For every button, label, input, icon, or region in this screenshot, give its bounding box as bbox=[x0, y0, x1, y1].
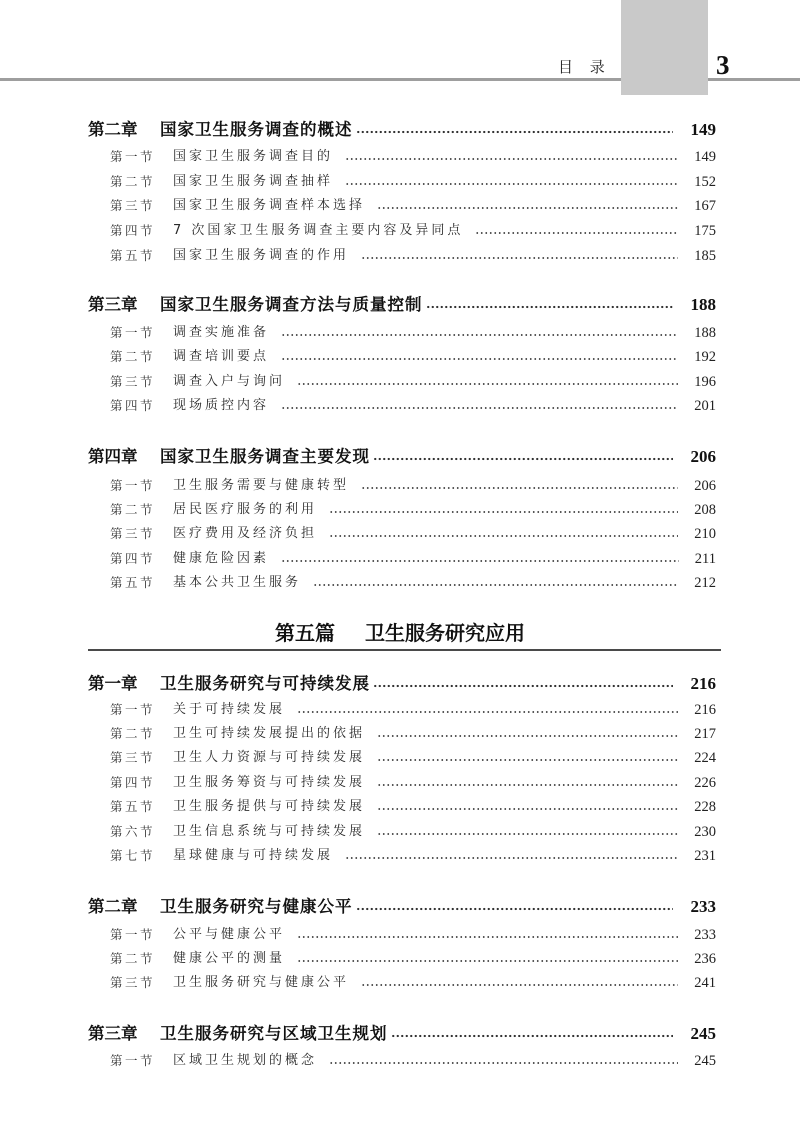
section-page-number: 192 bbox=[694, 349, 716, 365]
toc-section-row bbox=[110, 925, 716, 945]
dot-leader bbox=[475, 221, 678, 241]
toc-chapter-row bbox=[88, 120, 716, 140]
section-page-number: 228 bbox=[694, 799, 716, 815]
header-page-number: 3 bbox=[716, 50, 730, 80]
section-page-number: 236 bbox=[694, 951, 716, 967]
section-page-number: 175 bbox=[694, 223, 716, 239]
section-label: 第七节 bbox=[110, 848, 156, 863]
toc-section-row bbox=[110, 797, 716, 817]
section-title: 7 次国家卫生服务调查主要内容及异同点 bbox=[173, 223, 464, 238]
section-title: 基本公共卫生服务 bbox=[173, 575, 302, 590]
dot-leader bbox=[373, 447, 673, 467]
chapter-page-number: 188 bbox=[690, 295, 716, 314]
section-label: 第五节 bbox=[110, 248, 156, 263]
dot-leader bbox=[329, 1051, 678, 1071]
part-title: 卫生服务研究应用 bbox=[365, 623, 525, 645]
section-label: 第五节 bbox=[110, 575, 156, 590]
header-rule bbox=[0, 78, 621, 81]
section-label: 第一节 bbox=[110, 702, 156, 717]
toc-section-row bbox=[110, 221, 716, 241]
section-label: 第四节 bbox=[110, 775, 156, 790]
dot-leader bbox=[356, 120, 673, 140]
dot-leader bbox=[281, 323, 678, 343]
section-title: 星球健康与可持续发展 bbox=[173, 848, 334, 863]
chapter-page-number: 206 bbox=[690, 447, 716, 466]
header-page-tab bbox=[621, 0, 708, 95]
section-title: 卫生服务需要与健康转型 bbox=[173, 478, 350, 493]
section-title: 卫生人力资源与可持续发展 bbox=[173, 750, 366, 765]
dot-leader bbox=[361, 973, 678, 993]
toc-section-row bbox=[110, 500, 716, 520]
dot-leader bbox=[377, 822, 678, 842]
section-label: 第六节 bbox=[110, 824, 156, 839]
chapter-label: 第四章 bbox=[88, 447, 138, 466]
toc-section-row bbox=[110, 1051, 716, 1071]
dot-leader bbox=[329, 500, 678, 520]
section-page-number: 211 bbox=[694, 551, 716, 567]
toc-section-row bbox=[110, 196, 716, 216]
section-title: 卫生服务研究与健康公平 bbox=[173, 975, 350, 990]
chapter-title: 卫生服务研究与可持续发展 bbox=[160, 674, 370, 693]
toc-chapter-row bbox=[88, 674, 716, 694]
chapter-title: 卫生服务研究与健康公平 bbox=[160, 897, 353, 916]
toc-chapter-row bbox=[88, 295, 716, 315]
section-label: 第二节 bbox=[110, 726, 156, 741]
dot-leader bbox=[329, 524, 678, 544]
dot-leader bbox=[373, 674, 673, 694]
toc-section-row bbox=[110, 323, 716, 343]
chapter-page-number: 149 bbox=[690, 120, 716, 139]
chapter-label: 第三章 bbox=[88, 295, 138, 314]
toc-section-row bbox=[110, 748, 716, 768]
section-page-number: 196 bbox=[694, 374, 716, 390]
section-page-number: 149 bbox=[694, 149, 716, 165]
section-page-number: 185 bbox=[694, 248, 716, 264]
section-page-number: 230 bbox=[694, 824, 716, 840]
section-label: 第一节 bbox=[110, 149, 156, 164]
toc-section-row bbox=[110, 822, 716, 842]
section-page-number: 241 bbox=[694, 975, 716, 991]
section-page-number: 208 bbox=[694, 502, 716, 518]
dot-leader bbox=[281, 347, 678, 367]
toc-section-row bbox=[110, 724, 716, 744]
section-page-number: 152 bbox=[694, 174, 716, 190]
section-label: 第三节 bbox=[110, 526, 156, 541]
running-header-title: 目 录 bbox=[558, 58, 611, 76]
toc-section-row bbox=[110, 973, 716, 993]
section-page-number: 201 bbox=[694, 398, 716, 414]
section-label: 第四节 bbox=[110, 398, 156, 413]
toc-section-row bbox=[110, 846, 716, 866]
section-title: 国家卫生服务调查的作用 bbox=[173, 248, 350, 263]
section-label: 第一节 bbox=[110, 325, 156, 340]
section-title: 卫生服务筹资与可持续发展 bbox=[173, 775, 366, 790]
chapter-title: 国家卫生服务调查主要发现 bbox=[160, 447, 370, 466]
section-page-number: 206 bbox=[694, 478, 716, 494]
dot-leader bbox=[377, 724, 678, 744]
section-title: 国家卫生服务调查目的 bbox=[173, 149, 334, 164]
section-label: 第三节 bbox=[110, 975, 156, 990]
toc-section-row bbox=[110, 172, 716, 192]
dot-leader bbox=[426, 295, 673, 315]
section-label: 第五节 bbox=[110, 799, 156, 814]
toc-section-row bbox=[110, 246, 716, 266]
section-label: 第一节 bbox=[110, 1053, 156, 1068]
section-label: 第三节 bbox=[110, 374, 156, 389]
dot-leader bbox=[281, 549, 679, 569]
section-label: 第三节 bbox=[110, 750, 156, 765]
toc-section-row bbox=[110, 476, 716, 496]
chapter-label: 第二章 bbox=[88, 897, 138, 916]
section-title: 关于可持续发展 bbox=[173, 702, 286, 717]
toc-chapter-row bbox=[88, 447, 716, 467]
toc-section-row bbox=[110, 573, 716, 593]
section-label: 第一节 bbox=[110, 478, 156, 493]
part-label: 第五篇 bbox=[275, 623, 335, 645]
toc-section-row bbox=[110, 396, 716, 416]
section-title: 国家卫生服务调查样本选择 bbox=[173, 198, 366, 213]
section-page-number: 212 bbox=[694, 575, 716, 591]
chapter-label: 第三章 bbox=[88, 1024, 138, 1043]
part-heading-rule bbox=[88, 649, 721, 651]
section-title: 卫生信息系统与可持续发展 bbox=[173, 824, 366, 839]
section-label: 第四节 bbox=[110, 223, 156, 238]
dot-leader bbox=[377, 773, 678, 793]
toc-section-row bbox=[110, 524, 716, 544]
dot-leader bbox=[297, 700, 678, 720]
chapter-title: 卫生服务研究与区域卫生规划 bbox=[160, 1024, 388, 1043]
section-page-number: 233 bbox=[694, 927, 716, 943]
section-title: 国家卫生服务调查抽样 bbox=[173, 174, 334, 189]
toc-section-row bbox=[110, 147, 716, 167]
section-title: 调查实施准备 bbox=[173, 325, 270, 340]
section-title: 健康危险因素 bbox=[173, 551, 270, 566]
chapter-label: 第二章 bbox=[88, 120, 138, 139]
dot-leader bbox=[281, 396, 678, 416]
dot-leader bbox=[297, 925, 678, 945]
section-page-number: 216 bbox=[694, 702, 716, 718]
section-title: 卫生服务提供与可持续发展 bbox=[173, 799, 366, 814]
section-title: 调查入户与询问 bbox=[173, 374, 286, 389]
section-label: 第二节 bbox=[110, 951, 156, 966]
chapter-page-number: 216 bbox=[690, 674, 716, 693]
section-title: 区域卫生规划的概念 bbox=[173, 1053, 318, 1068]
section-title: 医疗费用及经济负担 bbox=[173, 526, 318, 541]
toc-section-row bbox=[110, 549, 716, 569]
chapter-title: 国家卫生服务调查方法与质量控制 bbox=[160, 295, 423, 314]
toc-section-row bbox=[110, 372, 716, 392]
chapter-title: 国家卫生服务调查的概述 bbox=[160, 120, 353, 139]
toc-section-row bbox=[110, 949, 716, 969]
section-page-number: 210 bbox=[694, 526, 716, 542]
toc-section-row bbox=[110, 700, 716, 720]
dot-leader bbox=[297, 372, 678, 392]
part-heading bbox=[0, 621, 800, 647]
chapter-page-number: 233 bbox=[690, 897, 716, 916]
chapter-label: 第一章 bbox=[88, 674, 138, 693]
section-page-number: 231 bbox=[694, 848, 716, 864]
section-label: 第三节 bbox=[110, 198, 156, 213]
section-title: 健康公平的测量 bbox=[173, 951, 286, 966]
section-label: 第二节 bbox=[110, 174, 156, 189]
section-title: 卫生可持续发展提出的依据 bbox=[173, 726, 366, 741]
toc-chapter-row bbox=[88, 897, 716, 917]
section-title: 现场质控内容 bbox=[173, 398, 270, 413]
dot-leader bbox=[361, 476, 678, 496]
section-label: 第二节 bbox=[110, 349, 156, 364]
section-title: 居民医疗服务的利用 bbox=[173, 502, 318, 517]
dot-leader bbox=[313, 573, 678, 593]
dot-leader bbox=[377, 748, 678, 768]
toc-chapter-row bbox=[88, 1024, 716, 1044]
section-label: 第一节 bbox=[110, 927, 156, 942]
section-page-number: 188 bbox=[694, 325, 716, 341]
toc-section-row bbox=[110, 773, 716, 793]
section-label: 第四节 bbox=[110, 551, 156, 566]
section-title: 调查培训要点 bbox=[173, 349, 270, 364]
section-page-number: 224 bbox=[694, 750, 716, 766]
chapter-page-number: 245 bbox=[690, 1024, 716, 1043]
dot-leader bbox=[377, 797, 678, 817]
section-title: 公平与健康公平 bbox=[173, 927, 286, 942]
section-label: 第二节 bbox=[110, 502, 156, 517]
dot-leader bbox=[345, 172, 678, 192]
dot-leader bbox=[377, 196, 678, 216]
dot-leader bbox=[297, 949, 678, 969]
dot-leader bbox=[391, 1024, 673, 1044]
section-page-number: 226 bbox=[694, 775, 716, 791]
section-page-number: 217 bbox=[694, 726, 716, 742]
toc-section-row bbox=[110, 347, 716, 367]
dot-leader bbox=[356, 897, 673, 917]
section-page-number: 167 bbox=[694, 198, 716, 214]
dot-leader bbox=[361, 246, 678, 266]
dot-leader bbox=[345, 147, 678, 167]
dot-leader bbox=[345, 846, 678, 866]
section-page-number: 245 bbox=[694, 1053, 716, 1069]
